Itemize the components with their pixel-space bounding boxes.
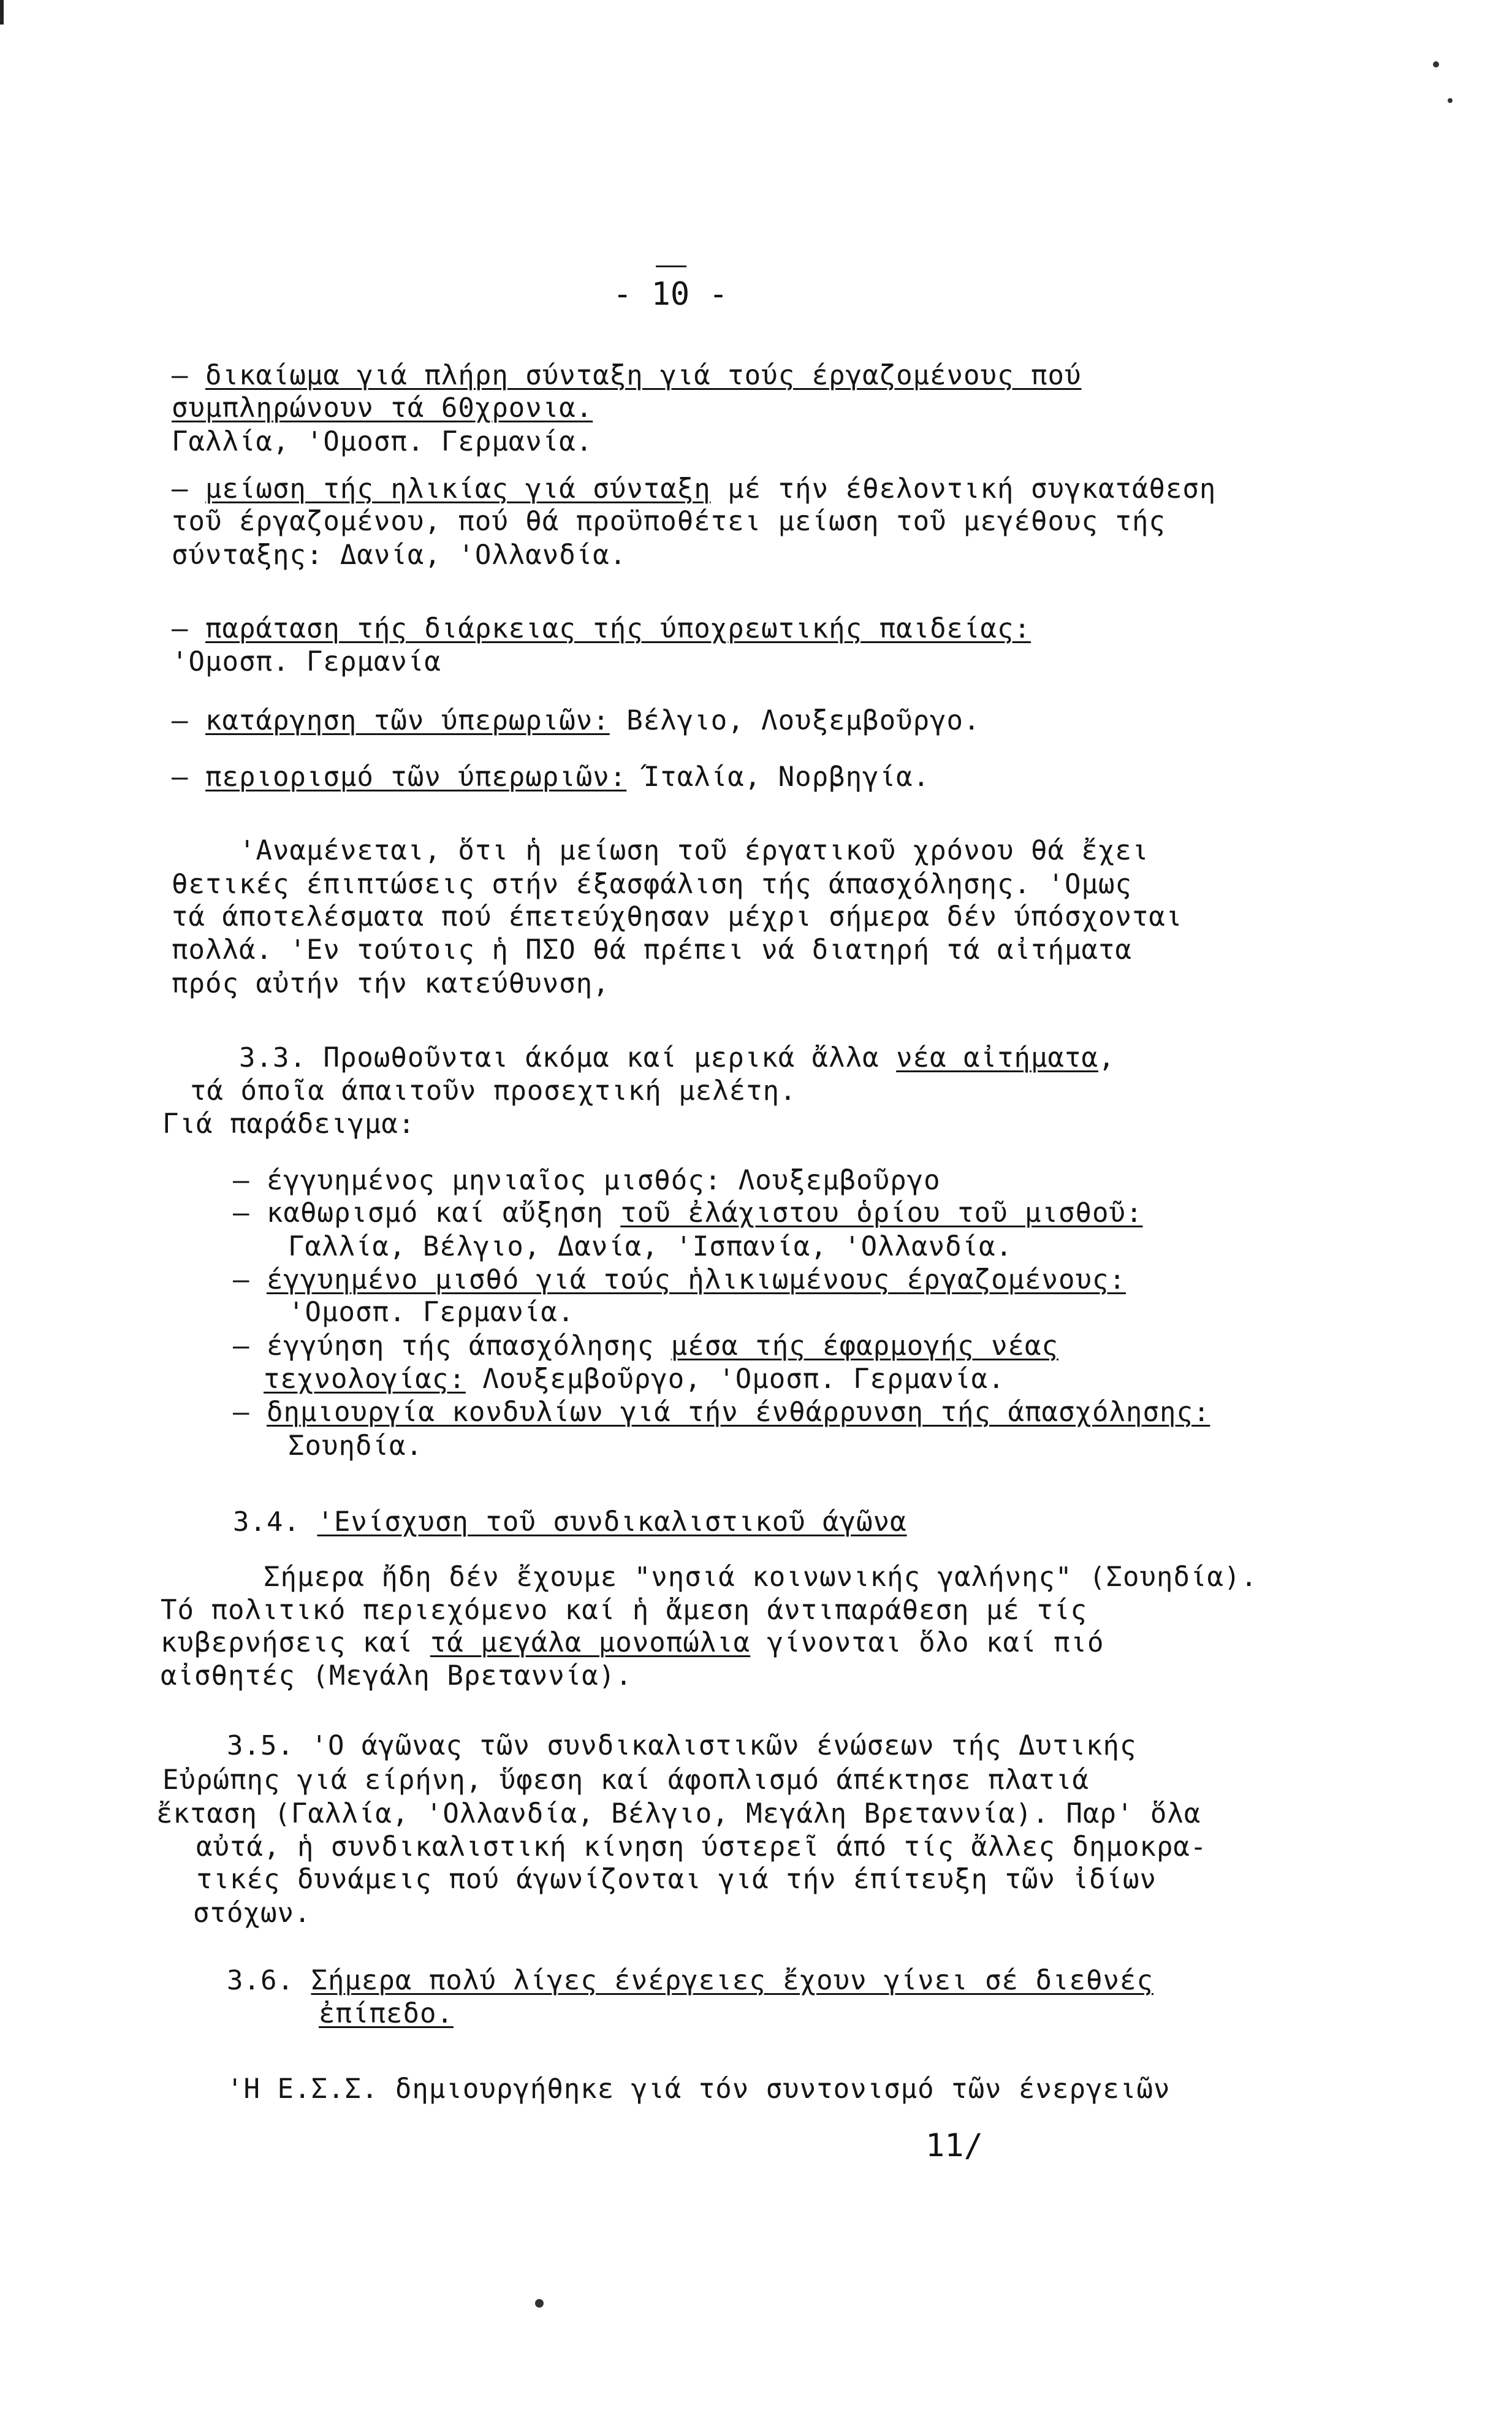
text-line: [162, 1763, 1089, 1798]
scan-speck: [535, 2299, 544, 2308]
line-text: –: [233, 1264, 267, 1295]
line-text: πρός αὐτήν τήν κατεύθυνση,: [172, 968, 610, 999]
text-line: [196, 1830, 1207, 1864]
line-text: Γαλλία, 'Ομοσπ. Γερμανία.: [172, 426, 593, 457]
line-text: 'Ομοσπ. Γερμανία: [172, 646, 441, 677]
text-line: [172, 359, 1081, 393]
line-text: Εὐρώπης γιά είρήνη, ὕφεση καί άφοπλισμό άπέκτησε πλατιά: [162, 1764, 1089, 1796]
line-text: – έγγυημένος μηνιαῖος μισθός: Λουξεμβοῦργο: [233, 1165, 941, 1196]
line-text: Τό πολιτικό περιεχόμενο καί ἡ ἄμεση άντιπαράθεση μέ τίς: [161, 1595, 1087, 1626]
text-line: [172, 505, 1166, 539]
text-line: [233, 1505, 907, 1539]
line-text: ἔκταση (Γαλλία, 'Ολλανδία, Βέλγιο, Μεγάλη Βρεταννία). Παρ' ὅλα: [156, 1798, 1201, 1829]
line-text: στόχων.: [193, 1897, 311, 1929]
line-text: –: [172, 613, 205, 644]
line-text: γίνονται ὅλο καί πιό: [750, 1627, 1104, 1658]
underlined-text: ἐπίπεδο.: [319, 1998, 454, 2029]
text-line: [161, 1593, 1087, 1628]
underlined-text: περιορισμό τῶν ύπερωριῶν:: [205, 761, 627, 793]
text-line: [172, 900, 1182, 934]
continuation-marker: 11/: [925, 2127, 983, 2164]
text-line: [162, 1107, 415, 1142]
scan-speck: [1448, 98, 1453, 103]
text-line: [193, 1896, 311, 1931]
line-text: – έγγύηση τής άπασχόλησης: [233, 1330, 671, 1362]
line-text: Βέλγιο, Λουξεμβοῦργο.: [609, 705, 981, 736]
text-line: [233, 1164, 941, 1198]
line-text: 3.6.: [227, 1965, 311, 1996]
text-line: [227, 1729, 1136, 1763]
line-text: –: [172, 473, 205, 505]
underlined-text: τά μεγάλα μονοπώλια: [430, 1627, 751, 1658]
line-text: – καθωρισμό καί αὔξηση: [233, 1197, 621, 1229]
text-line: [227, 2072, 1170, 2107]
page-number: - 10 -: [613, 276, 728, 313]
page-number-underline: [656, 265, 686, 267]
line-text: Λουξεμβοῦργο, 'Ομοσπ. Γερμανία.: [465, 1363, 1005, 1395]
text-line: [239, 834, 1149, 868]
text-line: [319, 1997, 454, 2031]
line-text: τικές δυνάμεις πού άγωνίζονται γιά τήν έπίτευξη τῶν ἰδίων: [196, 1864, 1157, 1895]
line-text: θετικές έπιπτώσεις στήν έξασφάλιση τής άπασχόλησης. 'Ομως: [172, 869, 1132, 900]
text-line: [288, 1429, 423, 1463]
line-text: 3.5. 'Ο άγῶνας τῶν συνδικαλιστικῶν ένώσεων τής Δυτικής: [227, 1730, 1137, 1761]
line-text: 'Αναμένεται, ὅτι ἡ μείωση τοῦ έργατικοῦ χρόνου θά ἔχει: [239, 835, 1149, 866]
text-line: [233, 1395, 1210, 1430]
line-text: 3.4.: [233, 1506, 317, 1538]
line-text: Γιά παράδειγμα:: [162, 1108, 416, 1140]
underlined-text: δημιουργία κονδυλίων γιά τήν ένθάρρυνση τής άπασχόλησης:: [266, 1397, 1210, 1428]
text-line: [172, 612, 1031, 646]
line-text: Ίταλία, Νορβηγία.: [626, 761, 930, 793]
underlined-text: κατάργηση τῶν ύπερωριῶν:: [205, 705, 610, 736]
line-text: –: [172, 705, 205, 736]
underlined-text: 'Ενίσχυση τοῦ συνδικαλιστικοῦ άγῶνα: [317, 1506, 907, 1538]
text-line: [264, 1560, 1258, 1595]
text-line: [196, 1863, 1157, 1897]
underlined-text: παράταση τής διάρκειας τής ύποχρεωτικής παιδείας:: [205, 613, 1031, 644]
text-line: [288, 1230, 1012, 1264]
text-line: [227, 1964, 1153, 1998]
line-text: –: [172, 761, 205, 793]
text-line: [233, 1196, 1142, 1230]
text-line: [172, 967, 610, 1001]
text-line: [172, 704, 981, 738]
text-line: [172, 425, 593, 459]
underlined-text: συμπληρώνουν τά 60χρονια.: [172, 392, 593, 424]
text-line: [172, 933, 1132, 967]
text-line: [172, 645, 441, 679]
line-text: Σουηδία.: [288, 1430, 423, 1462]
text-line: [264, 1362, 1005, 1397]
text-line: [172, 472, 1216, 506]
line-text: Σήμερα ἤδη δέν ἔχουμε "νησιά κοινωνικής γαλήνης" (Σουηδία).: [264, 1562, 1258, 1593]
underlined-text: μείωση τής ηλικίας γιά σύνταξη: [205, 473, 711, 505]
scan-speck: [1433, 61, 1439, 67]
text-line: [172, 760, 930, 795]
line-text: σύνταξης: Δανία, 'Ολλανδία.: [172, 540, 627, 571]
line-text: πολλά. 'Εν τούτοις ἡ ΠΣΟ θά πρέπει νά διατηρή τά αἰτήματα: [172, 934, 1132, 966]
underlined-text: νέα αἰτήματα: [896, 1042, 1099, 1073]
text-line: [288, 1295, 574, 1330]
underlined-text: έγγυημένο μισθό γιά τούς ἡλικιωμένους έργαζομένους:: [266, 1264, 1126, 1295]
text-line: [190, 1074, 797, 1108]
line-text: τά άποτελέσματα πού έπετεύχθησαν μέχρι σήμερα δέν ύπόσχονται: [172, 901, 1183, 932]
text-line: [233, 1329, 1058, 1363]
line-text: αἰσθητές (Μεγάλη Βρεταννία).: [161, 1660, 633, 1691]
line-text: μέ τήν έθελοντική συγκατάθεση: [710, 473, 1217, 505]
text-line: [161, 1659, 633, 1693]
line-text: –: [233, 1397, 267, 1428]
underlined-text: Σήμερα πολύ λίγες ένέργειες ἔχουν γίνει σέ διεθνές: [311, 1965, 1153, 1996]
line-text: κυβερνήσεις καί: [161, 1627, 430, 1658]
line-text: –: [172, 360, 205, 391]
line-text: ,: [1098, 1042, 1115, 1073]
text-line: [239, 1041, 1115, 1075]
scan-edge-mark: [0, 0, 4, 25]
underlined-text: μέσα τής έφαρμογής νέας: [671, 1330, 1059, 1362]
underlined-text: τοῦ ἐλάχιστου ὁρίου τοῦ μισθοῦ:: [620, 1197, 1143, 1229]
line-text: 3.3. Προωθοῦνται άκόμα καί μερικά ἄλλα: [239, 1042, 897, 1073]
underlined-text: τεχνολογίας:: [264, 1363, 466, 1395]
text-line: [233, 1263, 1126, 1297]
text-line: [172, 391, 593, 425]
line-text: 'Ομοσπ. Γερμανία.: [288, 1297, 575, 1328]
underlined-text: δικαίωμα γιά πλήρη σύνταξη γιά τούς έργαζομένους πού: [205, 360, 1082, 391]
text-line: [172, 538, 626, 573]
line-text: τοῦ έργαζομένου, πού θά προϋποθέτει μείωση τοῦ μεγέθους τής: [172, 506, 1166, 537]
line-text: 'Η Ε.Σ.Σ. δημιουργήθηκε γιά τόν συντονισμό τῶν ένεργειῶν: [227, 2073, 1171, 2105]
line-text: αὐτά, ἡ συνδικαλιστική κίνηση ύστερεῖ άπό τίς ἄλλες δημοκρα-: [196, 1831, 1207, 1863]
text-line: [156, 1797, 1201, 1831]
text-line: [172, 868, 1132, 902]
line-text: τά όποῖα άπαιτοῦν προσεχτική μελέτη.: [190, 1075, 797, 1107]
text-line: [161, 1626, 1104, 1660]
line-text: Γαλλία, Βέλγιο, Δανία, 'Ισπανία, 'Ολλανδία.: [288, 1231, 1013, 1262]
